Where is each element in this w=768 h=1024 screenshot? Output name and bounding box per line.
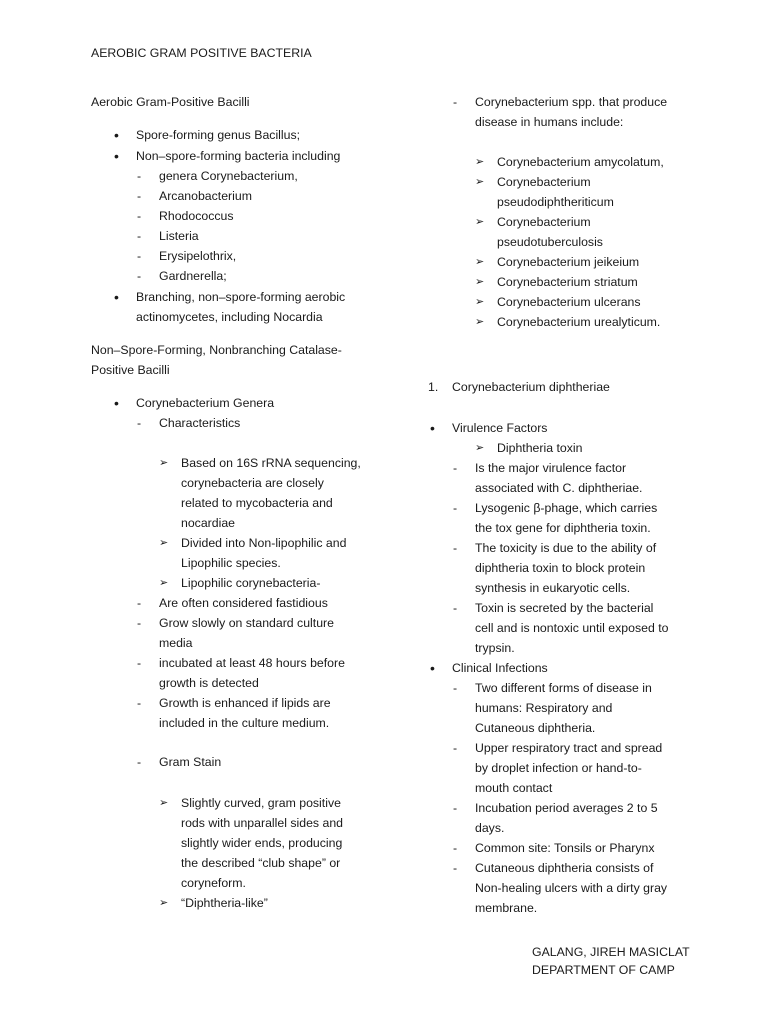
- list-item: - Are often considered fastidious: [159, 593, 328, 613]
- list-item-continuation: actinomycetes, including Nocardia: [136, 310, 323, 324]
- list-item: • Spore-forming genus Bacillus;: [136, 125, 300, 145]
- list-item-continuation: cell and is nontoxic until exposed to: [475, 621, 669, 635]
- list-item-continuation: diphtheria toxin to block protein: [475, 561, 646, 575]
- list-item-continuation: associated with C. diphtheriae.: [475, 481, 643, 495]
- list-item-continuation: growth is detected: [159, 676, 259, 690]
- list-item-continuation: the described “club shape” or: [181, 856, 341, 870]
- list-item: ➢ “Diphtheria-like”: [181, 893, 268, 913]
- numbered-heading-label: 1.: [428, 380, 439, 394]
- list-item-continuation: the tox gene for diphtheria toxin.: [475, 521, 651, 535]
- list-item-continuation: media: [159, 636, 193, 650]
- list-item-continuation: disease in humans include:: [475, 115, 624, 129]
- list-item: • Non–spore-forming bacteria including: [136, 146, 340, 166]
- list-item: ➢ Slightly curved, gram positive: [181, 793, 341, 813]
- list-item: ➢ Corynebacterium amycolatum,: [497, 152, 664, 172]
- list-item: • Virulence Factors: [452, 418, 547, 438]
- list-item: ➢ Based on 16S rRNA sequencing,: [181, 453, 361, 473]
- list-item: ➢ Corynebacterium urealyticum.: [497, 312, 660, 332]
- list-item: ➢ Corynebacterium ulcerans: [497, 292, 641, 312]
- list-item: ➢ Lipophilic corynebacteria-: [181, 573, 320, 593]
- list-item-continuation: Lipophilic species.: [181, 556, 281, 570]
- list-item: - Lysogenic β-phage, which carries: [475, 498, 657, 518]
- list-item: - genera Corynebacterium,: [159, 166, 298, 186]
- section-title-nonbranching: Non–Spore-Forming, Nonbranching Catalase-: [91, 343, 342, 357]
- list-item-continuation: pseudodiphtheriticum: [497, 195, 614, 209]
- list-item: ➢ Corynebacterium jeikeium: [497, 252, 639, 272]
- section-title-bacilli: Aerobic Gram-Positive Bacilli: [91, 95, 250, 109]
- footer-author: GALANG, JIREH MASICLAT: [532, 945, 690, 959]
- list-item-continuation: rods with unparallel sides and: [181, 816, 344, 830]
- list-item: - incubated at least 48 hours before: [159, 653, 345, 673]
- list-item-continuation: membrane.: [475, 901, 538, 915]
- list-item: • Branching, non–spore-forming aerobic: [136, 287, 345, 307]
- list-item: ➢ Corynebacterium striatum: [497, 272, 638, 292]
- list-item: - Growth is enhanced if lipids are: [159, 693, 331, 713]
- footer-department: DEPARTMENT OF CAMP: [532, 963, 675, 977]
- list-item: - Is the major virulence factor: [475, 458, 626, 478]
- list-item: - Gram Stain: [159, 752, 221, 772]
- list-item-continuation: synthesis in eukaryotic cells.: [475, 581, 631, 595]
- list-item-continuation: coryneform.: [181, 876, 246, 890]
- list-item: - Common site: Tonsils or Pharynx: [475, 838, 655, 858]
- list-item: - Rhodococcus: [159, 206, 234, 226]
- list-item: - Arcanobacterium: [159, 186, 252, 206]
- list-item-continuation: pseudotuberculosis: [497, 235, 603, 249]
- list-item: ➢ Corynebacterium: [497, 212, 591, 232]
- list-item-continuation: corynebacteria are closely: [181, 476, 324, 490]
- list-item-continuation: included in the culture medium.: [159, 716, 330, 730]
- list-item: - Two different forms of disease in: [475, 678, 652, 698]
- list-item: ➢ Divided into Non-lipophilic and: [181, 533, 346, 553]
- list-item-continuation: trypsin.: [475, 641, 515, 655]
- list-item: • Corynebacterium Genera: [136, 393, 274, 413]
- list-item-continuation: days.: [475, 821, 505, 835]
- list-item-continuation: by droplet infection or hand-to-: [475, 761, 642, 775]
- list-item: - Erysipelothrix,: [159, 246, 236, 266]
- list-item-continuation: Non-healing ulcers with a dirty gray: [475, 881, 668, 895]
- list-item: • Clinical Infections: [452, 658, 548, 678]
- list-item: - Cutaneous diphtheria consists of: [475, 858, 653, 878]
- list-item: ➢ Diphtheria toxin: [497, 438, 582, 458]
- list-item: - Upper respiratory tract and spread: [475, 738, 662, 758]
- numbered-heading: Corynebacterium diphtheriae: [452, 380, 610, 394]
- list-item: ➢ Corynebacterium: [497, 172, 591, 192]
- list-item: - Corynebacterium spp. that produce: [475, 92, 667, 112]
- list-item-continuation: humans: Respiratory and: [475, 701, 613, 715]
- list-item: - The toxicity is due to the ability of: [475, 538, 656, 558]
- document-title: AEROBIC GRAM POSITIVE BACTERIA: [91, 46, 312, 60]
- list-item-continuation: Cutaneous diphtheria.: [475, 721, 596, 735]
- section-title-nonbranching-cont: Positive Bacilli: [91, 363, 170, 377]
- list-item: - Incubation period averages 2 to 5: [475, 798, 658, 818]
- list-item-continuation: slightly wider ends, producing: [181, 836, 343, 850]
- list-item-continuation: mouth contact: [475, 781, 553, 795]
- list-item-continuation: related to mycobacteria and: [181, 496, 333, 510]
- list-item: - Listeria: [159, 226, 199, 246]
- list-item: - Characteristics: [159, 413, 240, 433]
- list-item-continuation: nocardiae: [181, 516, 236, 530]
- list-item: - Gardnerella;: [159, 266, 227, 286]
- list-item: - Toxin is secreted by the bacterial: [475, 598, 653, 618]
- list-item: - Grow slowly on standard culture: [159, 613, 334, 633]
